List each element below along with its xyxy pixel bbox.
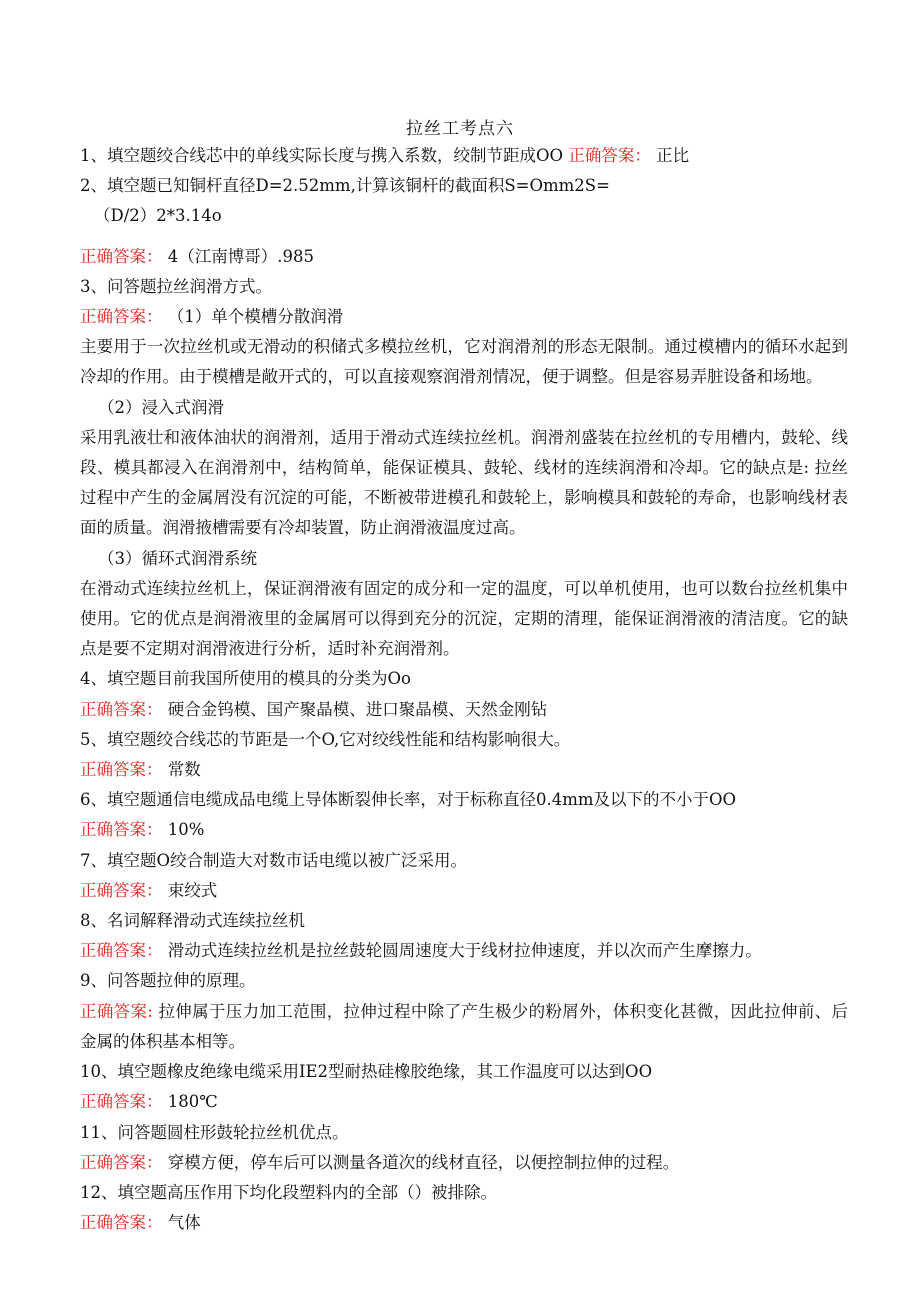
document-body (80, 141, 848, 1238)
question-12-answer: 气体 (167, 1213, 201, 1233)
answer-11 (80, 1148, 848, 1178)
question-2-continuation: （D/2）2*3.14o (94, 206, 222, 226)
question-4-answer: 硬合金钨模、国产聚晶模、进口聚晶模、天然金刚钻 (167, 699, 548, 719)
question-8 (80, 906, 848, 936)
answer-10 (80, 1087, 848, 1117)
question-8-answer: 滑动式连续拉丝机是拉丝鼓轮圆周速度大于线材拉伸速度，并以次而产生摩擦力。 (167, 941, 762, 961)
answer-3-paragraph-1: 主要用于一次拉丝机或无滑动的积储式多模拉丝机，它对润滑剂的形态无限制。通过模槽内的循环水起到冷却的作用。由于模槽是敞开式的，可以直接观察润滑剂情况，便于调整。但是容易弄脏设备和场地。 (80, 337, 848, 387)
question-6-answer: 10% (167, 820, 205, 840)
answer-label: 正确答案： (80, 820, 163, 840)
answer-9 (80, 997, 848, 1057)
answer-label: 正确答案： (80, 941, 163, 961)
answer-12 (80, 1208, 848, 1238)
question-2-answer: 4（江南博哥）.985 (167, 246, 314, 266)
answer-label: 正确答案： (80, 699, 163, 719)
question-2 (80, 171, 848, 201)
question-7-text: 7、填空题O绞合制造大对数市话电缆以被广泛采用。 (80, 850, 468, 870)
answer-3-heading-2: （2）浸入式润滑 (98, 397, 224, 417)
question-2-text: 2、填空题已知铜杆直径D=2.52mm,计算该铜杆的截面积S=Omm2S= (80, 176, 610, 196)
question-11 (80, 1118, 848, 1148)
question-1-answer: 正比 (656, 146, 690, 165)
question-7 (80, 846, 848, 876)
question-3 (80, 272, 848, 302)
answer-8 (80, 936, 848, 966)
answer-label: 正确答案： (80, 760, 163, 780)
answer-label: 正确答案： (80, 1213, 163, 1233)
question-7-answer: 束绞式 (167, 880, 218, 900)
question-9 (80, 966, 848, 996)
answer-label: 正确答案： (80, 246, 163, 266)
answer-2 (80, 242, 848, 272)
question-10 (80, 1057, 848, 1087)
question-9-text: 9、问答题拉伸的原理。 (80, 971, 256, 991)
question-8-text: 8、名词解释滑动式连续拉丝机 (80, 911, 305, 931)
question-9-answer: 拉伸属于压力加工范围，拉伸过程中除了产生极少的粉屑外，体积变化甚微，因此拉伸前、后金属的体积基本相等。 (80, 1001, 849, 1051)
question-4-text: 4、填空题目前我国所使用的模具的分类为Oo (80, 669, 411, 689)
question-10-answer: 180℃ (167, 1092, 218, 1112)
question-3-text: 3、问答题拉丝润滑方式。 (80, 276, 272, 296)
answer-7 (80, 876, 848, 906)
answer-label: 正确答案: (80, 1001, 153, 1021)
answer-3-heading-3: （3）循环式润滑系统 (98, 548, 257, 568)
answer-6 (80, 815, 848, 845)
answer-label: 正确答案： (80, 880, 163, 900)
answer-3-heading-1: （1）单个模槽分散润滑 (167, 307, 344, 327)
question-10-text: 10、填空题橡皮绝缘电缆采用IE2型耐热硅橡胶绝缘，其工作温度可以达到OO (80, 1062, 653, 1082)
document-title: 拉丝工考点六 (406, 119, 514, 139)
question-12 (80, 1178, 848, 1208)
answer-label: 正确答案： (80, 307, 163, 327)
question-6 (80, 785, 848, 815)
question-1 (80, 141, 848, 171)
question-5-answer: 常数 (167, 760, 201, 780)
answer-label: 正确答案： (80, 1092, 163, 1112)
question-4 (80, 664, 848, 694)
answer-4 (80, 695, 848, 725)
question-5-text: 5、填空题绞合线芯的节距是一个O,它对绞线性能和结构影响很大。 (80, 729, 571, 749)
question-6-text: 6、填空题通信电缆成品电缆上导体断裂伸长率，对于标称直径0.4mm及以下的不小于OO (80, 790, 737, 810)
answer-3-paragraph-2: 采用乳液壮和液体油状的润滑剂，适用于滑动式连续拉丝机。润滑剂盛装在拉丝机的专用槽内，鼓轮、线段、模具都浸入在润滑剂中，结构简单，能保证模具、鼓轮、线材的连续润滑和冷却。它的缺点是: 拉丝过程中产生的金属屑没有沉淀的可能，不断被带进模孔和鼓轮上，影响模具和鼓轮的寿命，也影响线材表面的质量。润滑掖槽需要有冷却装置，防止润滑液温度过高。 (80, 427, 848, 538)
answer-label: 正确答案： (80, 1152, 163, 1172)
question-12-text: 12、填空题高压作用下均化段塑料内的全部（）被排除。 (80, 1182, 497, 1202)
question-11-answer: 穿模方便，停车后可以测量各道次的线材直径，以便控制拉伸的过程。 (167, 1152, 680, 1172)
answer-5 (80, 755, 848, 785)
question-5 (80, 725, 848, 755)
answer-3 (80, 302, 848, 332)
answer-label: 正确答案： (568, 146, 651, 165)
answer-3-paragraph-3: 在滑动式连续拉丝机上，保证润滑液有固定的成分和一定的温度，可以单机使用，也可以数台拉丝机集中使用。它的优点是润滑液里的金属屑可以得到充分的沉淀，定期的清理，能保证润滑液的清洁度。它的缺点是要不定期对润滑液进行分析，适时补充润滑剂。 (80, 578, 848, 659)
question-1-text: 1、填空题绞合线芯中的单线实际长度与携入系数，绞制节距成OO (80, 146, 564, 165)
question-11-text: 11、问答题圆柱形鼓轮拉丝机优点。 (80, 1122, 349, 1142)
